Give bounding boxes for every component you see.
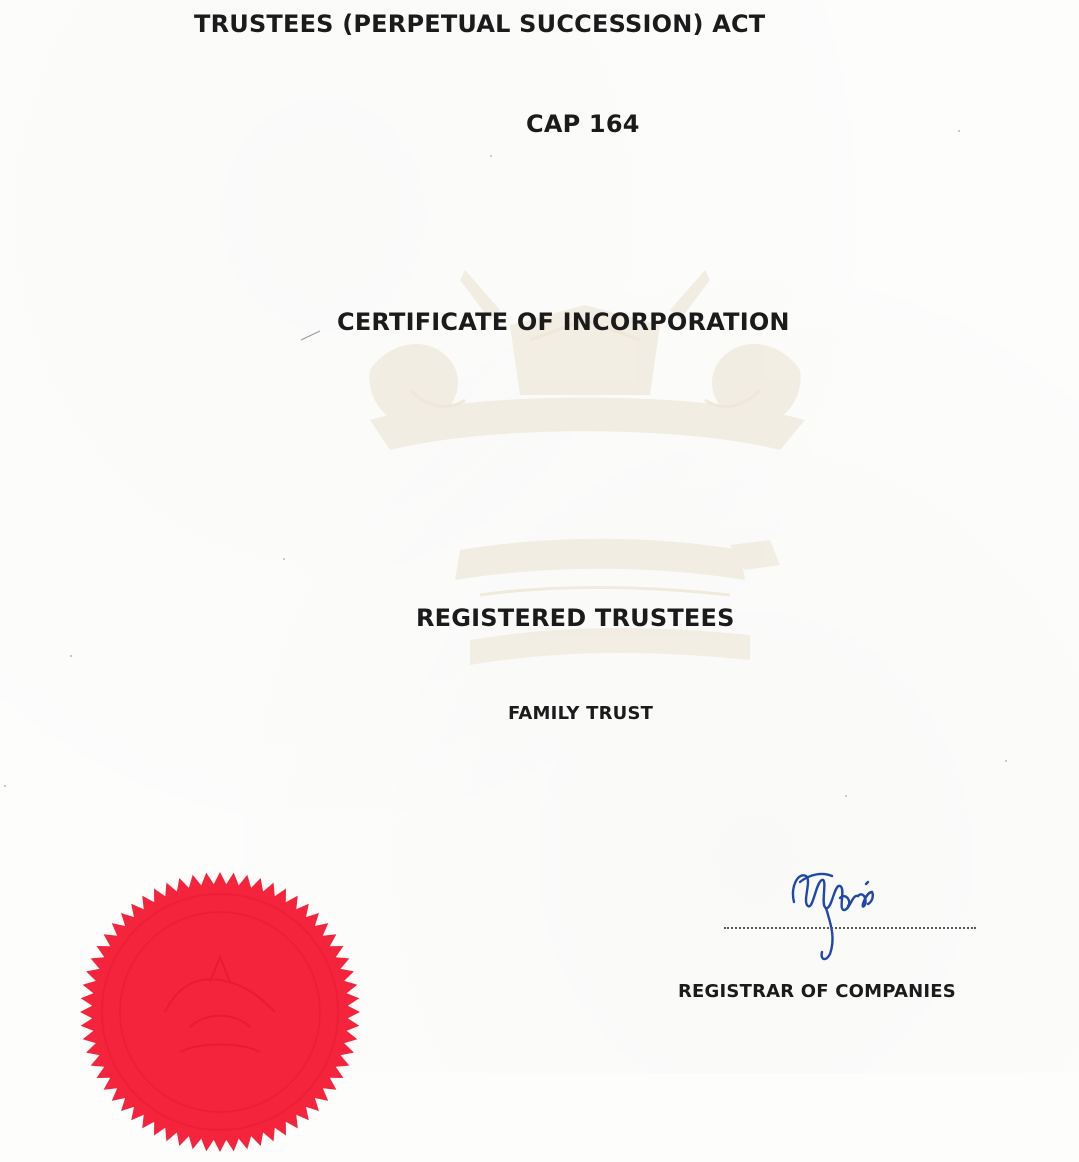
registrar-signature-icon — [780, 862, 890, 972]
paper-speck — [490, 155, 492, 157]
red-embossed-seal-icon — [70, 862, 370, 1162]
paper-speck — [283, 558, 285, 560]
paper-speck — [4, 785, 6, 787]
signature-line — [724, 927, 976, 929]
certificate-heading: CERTIFICATE OF INCORPORATION — [337, 308, 790, 336]
pen-mark-icon — [300, 328, 322, 342]
paper-speck — [958, 130, 960, 132]
cap-number: CAP 164 — [526, 110, 640, 138]
paper-speck — [70, 655, 72, 657]
trust-name: FAMILY TRUST — [508, 703, 654, 724]
registrar-label: REGISTRAR OF COMPANIES — [678, 981, 956, 1002]
paper-speck — [1005, 760, 1007, 762]
act-title: TRUSTEES (PERPETUAL SUCCESSION) ACT — [194, 10, 766, 38]
paper-speck — [845, 795, 847, 797]
registered-trustees-heading: REGISTERED TRUSTEES — [416, 604, 735, 632]
